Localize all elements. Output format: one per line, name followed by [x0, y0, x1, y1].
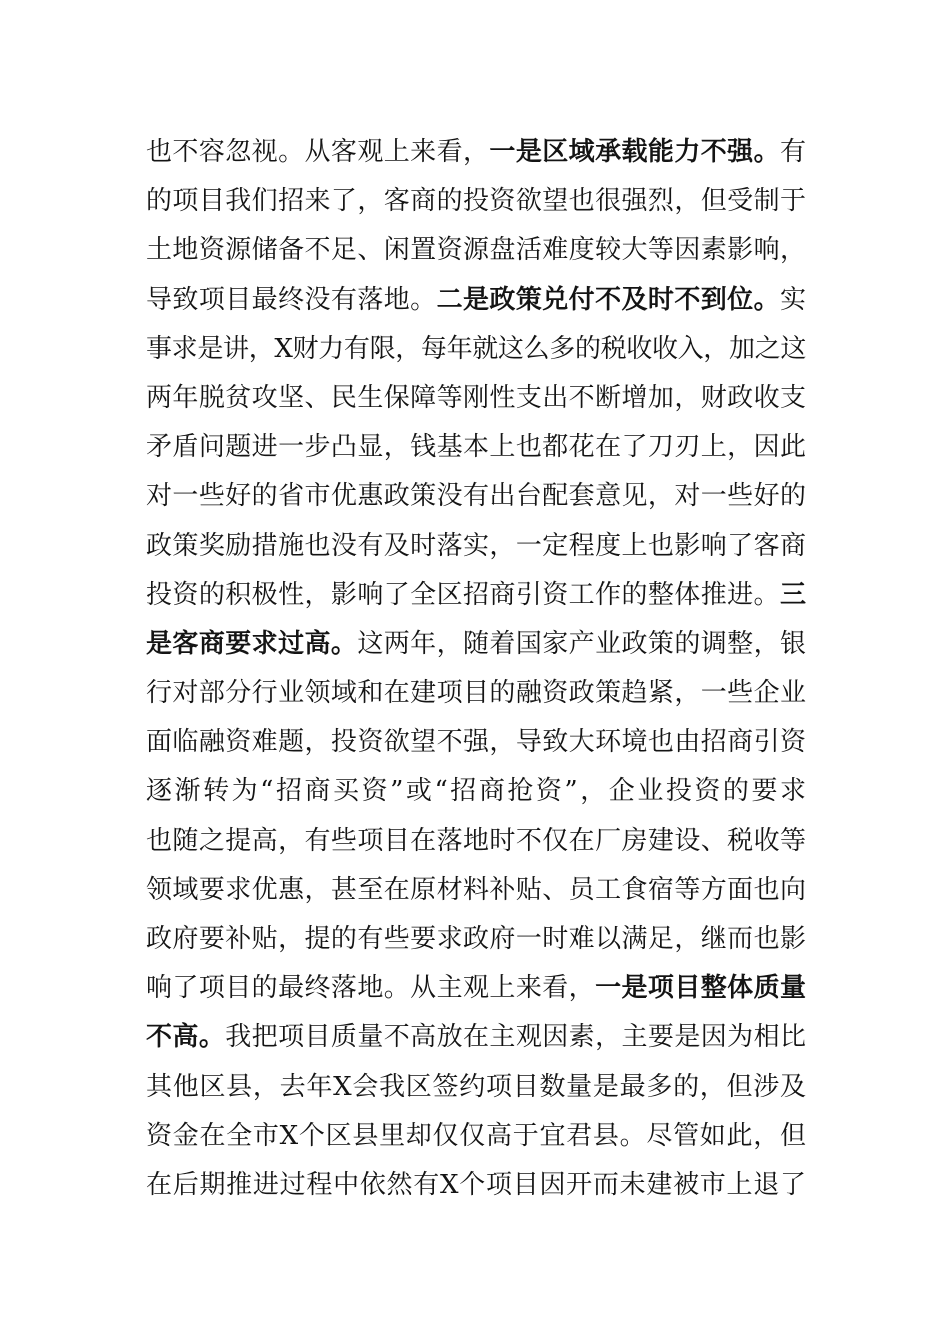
text-segment: 的项目我们招来了，客商的投资欲望也很强烈，但受制于 [146, 186, 806, 217]
text-segment: 对一些好的省市优惠政策没有出台配套意见，对一些好的 [146, 481, 806, 512]
bold-text-segment: 三 [779, 579, 806, 610]
text-segment: 资金在全市X个区县里却仅仅高于宜君县。尽管如此，但 [146, 1120, 806, 1151]
text-segment: 事求是讲，X财力有限，每年就这么多的税收收入，加之这 [146, 333, 806, 364]
text-line [146, 1161, 806, 1210]
text-segment: 政府要补贴，提的有些要求政府一时难以满足，继而也影 [146, 924, 806, 954]
text-segment: 响了项目的最终落地。从主观上来看， [146, 973, 596, 1004]
text-line [146, 177, 806, 226]
text-segment: 矛盾问题进一步凸显，钱基本上也都花在了刀刃上，因此 [146, 432, 806, 463]
text-line [146, 767, 806, 816]
text-segment: 实 [779, 284, 806, 315]
body-text [146, 128, 806, 1210]
text-line [146, 1063, 806, 1112]
text-segment: 行对部分行业领域和在建项目的融资政策趋紧，一些企业 [146, 678, 806, 709]
text-line [146, 915, 806, 964]
text-line [146, 964, 806, 1013]
text-line [146, 817, 806, 866]
text-line [146, 866, 806, 915]
text-line [146, 1112, 806, 1161]
text-segment: 其他区县，去年X会我区签约项目数量是最多的，但涉及 [146, 1071, 806, 1102]
text-segment: 逐渐转为“招商买资”或“招商抢资”，企业投资的要求 [146, 776, 806, 807]
text-line [146, 374, 806, 423]
bold-text-segment: 是客商要求过高。 [146, 628, 358, 659]
text-segment: 在后期推进过程中依然有X个项目因开而未建被市上退了 [146, 1169, 806, 1200]
bold-text-segment: 一是项目整体质量 [595, 973, 806, 1004]
text-line [146, 571, 806, 620]
text-line [146, 472, 806, 521]
bold-text-segment: 二是政策兑付不及时不到位。 [436, 284, 780, 315]
text-line [146, 620, 806, 669]
text-line [146, 669, 806, 718]
text-segment: 有 [779, 137, 806, 167]
text-line [146, 128, 806, 177]
bold-text-segment: 一是区域承载能力不强。 [489, 137, 780, 167]
text-line [146, 276, 806, 325]
text-segment: 我把项目质量不高放在主观因素，主要是因为相比 [225, 1022, 806, 1053]
text-line [146, 718, 806, 767]
text-line [146, 1013, 806, 1062]
text-segment: 也不容忽视。从客观上来看， [146, 137, 490, 167]
text-segment: 土地资源储备不足、闲置资源盘活难度较大等因素影响， [146, 235, 806, 266]
text-segment: 政策奖励措施也没有及时落实，一定程度上也影响了客商 [146, 530, 806, 561]
text-line [146, 522, 806, 571]
bold-text-segment: 不高。 [146, 1022, 226, 1053]
text-line [146, 226, 806, 275]
text-segment: 导致项目最终没有落地。 [146, 284, 437, 315]
text-line [146, 325, 806, 374]
text-segment: 这两年，随着国家产业政策的调整，银 [357, 628, 806, 659]
text-segment: 领域要求优惠，甚至在原材料补贴、员工食宿等方面也向 [146, 874, 806, 905]
text-segment: 两年脱贫攻坚、民生保障等刚性支出不断增加，财政收支 [146, 382, 806, 413]
text-segment: 面临融资难题，投资欲望不强，导致大环境也由招商引资 [146, 727, 806, 758]
text-segment: 投资的积极性，影响了全区招商引资工作的整体推进。 [146, 579, 780, 610]
text-segment: 也随之提高，有些项目在落地时不仅在厂房建设、税收等 [146, 825, 806, 856]
text-line [146, 423, 806, 472]
